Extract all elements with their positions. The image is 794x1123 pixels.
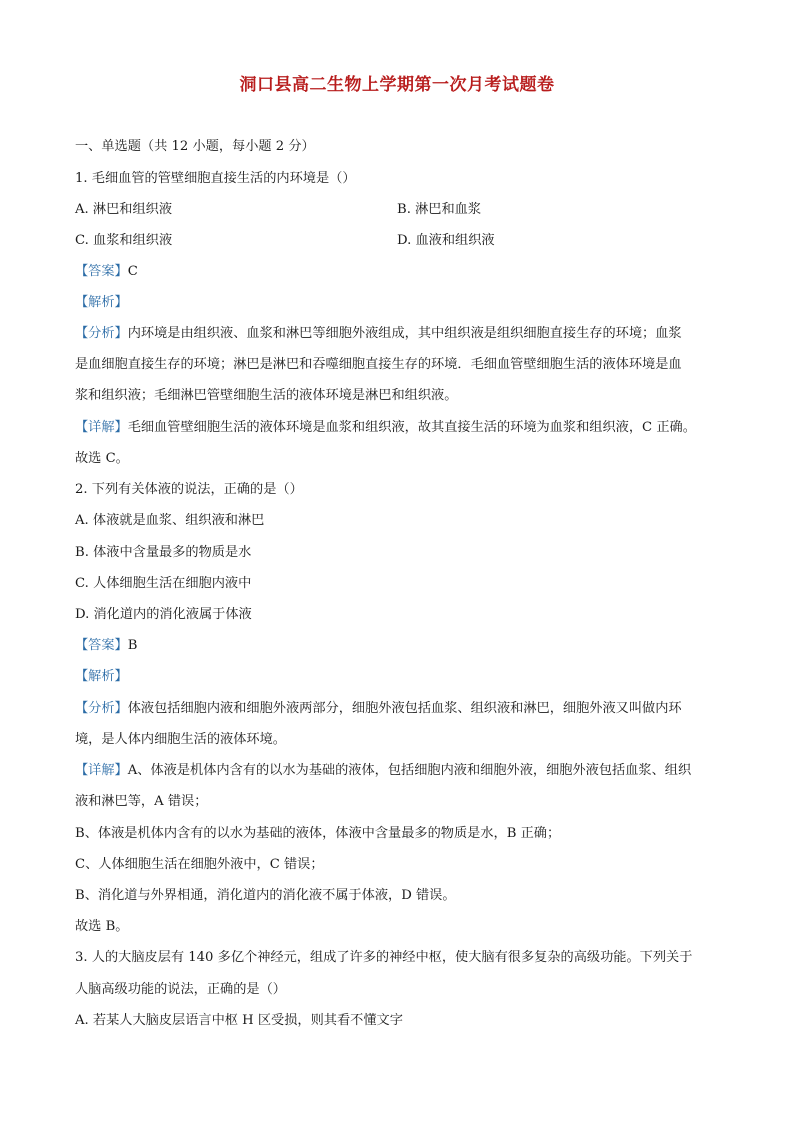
q2-stem: 2. 下列有关体液的说法，正确的是（） (75, 482, 303, 497)
q3-option-a: A. 若某人大脑皮层语言中枢 H 区受损，则其看不懂文字 (75, 1013, 403, 1028)
answer-tag: 【答案】 (75, 264, 128, 279)
q2-answer (75, 636, 725, 656)
q2-fenxi-line-2: 境，是人体内细胞生活的液体环境。 (75, 732, 286, 747)
q1-fenxi-line-1 (75, 324, 725, 344)
q2-option-a: A. 体液就是血浆、组织液和淋巴 (75, 513, 265, 528)
q2-fenxi-text-1: 体液包括细胞内液和细胞外液两部分，细胞外液包括血浆、组织液和淋巴，细胞外液又叫做内环 (127, 701, 682, 716)
q2-xiangjie-text-1: A、体液是机体内含有的以水为基础的液体，包括细胞内液和细胞外液，细胞外液包括血浆、组织 (127, 763, 692, 778)
q2-answer-value: B (127, 638, 138, 653)
q2-xiangjie-line-5: B、消化道与外界相通，消化道内的消化液不属于体液，D 错误。 (75, 888, 456, 903)
xiangjie-tag: 【详解】 (75, 420, 128, 435)
q3-stem-line-2: 人脑高级功能的说法，正确的是（） (75, 982, 286, 997)
q1-xiangjie-line-1 (75, 418, 725, 438)
q1-xiangjie-text-1: 毛细血管壁细胞生活的液体环境是血浆和组织液，故其直接生活的环境为血浆和组织液，C 正确。 (127, 420, 696, 435)
q1-fenxi-text-1: 内环境是由组织液、血浆和淋巴等细胞外液组成，其中组织液是组织细胞直接生存的环境；血浆 (127, 326, 682, 341)
fenxi-tag: 【分析】 (75, 701, 128, 716)
q3-stem-line-1: 3. 人的大脑皮层有 140 多亿个神经元，组成了许多的神经中枢，使大脑有很多复杂的高级功能。下列关于 (75, 950, 693, 965)
q1-jiexi-tag: 【解析】 (75, 295, 128, 310)
q1-fenxi-line-3: 浆和组织液；毛细淋巴管壁细胞生活的液体环境是淋巴和组织液。 (75, 388, 458, 403)
q2-option-d: D. 消化道内的消化液属于体液 (75, 607, 252, 622)
q1-answer (75, 262, 725, 282)
answer-tag: 【答案】 (75, 638, 128, 653)
q2-xiangjie-line-1 (75, 761, 725, 781)
q1-stem: 1. 毛细血管的管壁细胞直接生活的内环境是（） (75, 171, 356, 186)
q1-option-d: D. 血液和组织液 (397, 233, 495, 248)
q1-xiangjie-line-2: 故选 C。 (75, 451, 129, 466)
q1-answer-value: C (127, 264, 138, 279)
fenxi-tag: 【分析】 (75, 326, 128, 341)
section-heading: 一、单选题（共 12 小题，每小题 2 分） (75, 139, 315, 154)
page-title: 洞口县高二生物上学期第一次月考试题卷 (239, 75, 555, 95)
q2-jiexi-tag: 【解析】 (75, 669, 128, 684)
q2-xiangjie-line-3: B、体液是机体内含有的以水为基础的液体，体液中含量最多的物质是水，B 正确； (75, 826, 561, 841)
q1-fenxi-line-2: 是血细胞直接生存的环境；淋巴是淋巴和吞噬细胞直接生存的环境．毛细血管壁细胞生活的液体环境是血 (75, 357, 682, 372)
q1-option-a: A. 淋巴和组织液 (75, 202, 173, 217)
q2-fenxi-line-1 (75, 699, 725, 719)
q2-xiangjie-line-2: 液和淋巴等，A 错误； (75, 794, 208, 809)
q2-option-b: B. 体液中含量最多的物质是水 (75, 545, 252, 560)
q1-option-b: B. 淋巴和血浆 (397, 202, 482, 217)
q1-option-c: C. 血浆和组织液 (75, 233, 173, 248)
q2-xiangjie-line-4: C、人体细胞生活在细胞外液中，C 错误； (75, 857, 324, 872)
q2-xiangjie-line-6: 故选 B。 (75, 919, 129, 934)
q2-option-c: C. 人体细胞生活在细胞内液中 (75, 576, 252, 591)
xiangjie-tag: 【详解】 (75, 763, 128, 778)
